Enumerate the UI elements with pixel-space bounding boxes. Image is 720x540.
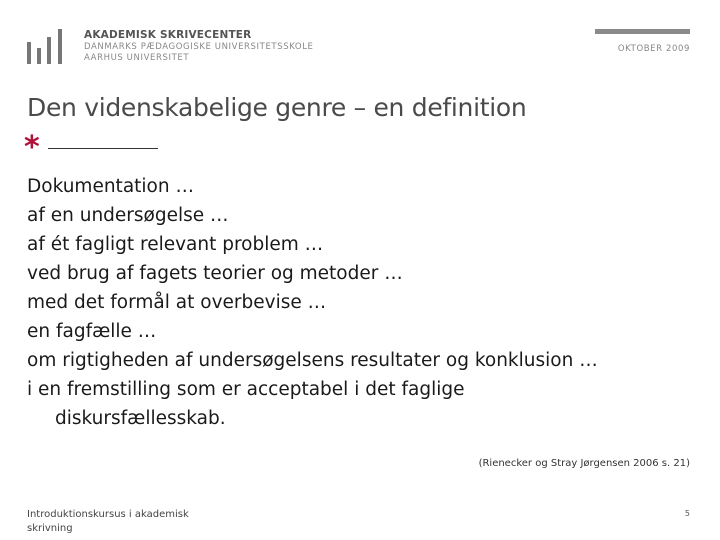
definition-line: Dokumentation … [27, 176, 194, 197]
definition-list [27, 172, 598, 433]
school-name: DANMARKS PÆDAGOGISKE UNIVERSITETSSKOLE [84, 41, 314, 52]
header-rule [595, 29, 690, 34]
definition-line-continuation: diskursfællesskab. [55, 408, 226, 429]
definition-line: af en undersøgelse … [27, 205, 229, 226]
title-divider [48, 148, 158, 149]
slide-date: OKTOBER 2009 [617, 44, 690, 54]
citation: (Rienecker og Stray Jørgensen 2006 s. 21) [478, 458, 690, 469]
course-footer: Introduktionskursus i akademisk skrivning [27, 509, 189, 534]
university-name: AARHUS UNIVERSITET [84, 53, 190, 63]
university-logo-icon [26, 28, 66, 66]
definition-line: om rigtigheden af undersøgelsens resultater og konklusion … [27, 350, 598, 371]
definition-line: i en fremstilling som er acceptabel i det faglige [27, 379, 465, 400]
page-number: 5 [684, 509, 690, 518]
institution-header [84, 30, 314, 65]
definition-line: med det formål at overbevise … [27, 292, 327, 313]
slide-title: Den videnskabelige genre – en definition [27, 93, 527, 122]
asterisk-icon: * [24, 130, 40, 165]
definition-line: ved brug af fagets teorier og metoder … [27, 263, 403, 284]
definition-line: af ét fagligt relevant problem … [27, 234, 324, 255]
definition-line: en fagfælle … [27, 321, 157, 342]
institution-name: AKADEMISK SKRIVECENTER [84, 29, 252, 41]
